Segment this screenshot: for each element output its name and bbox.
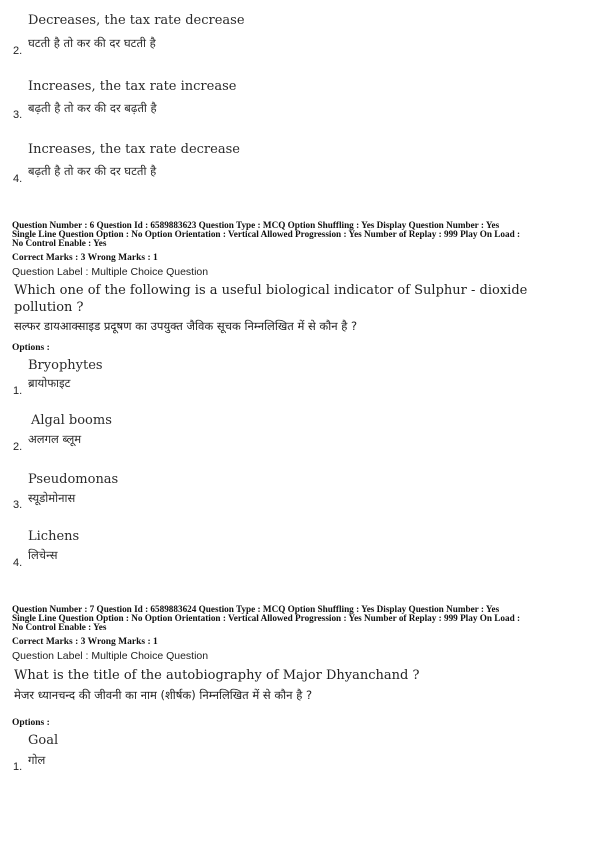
q6-option-4-en: Lichens (28, 529, 80, 544)
q6-meta-line-1: Question Number : 6 Question Id : 6589883623 Question Type : MCQ Option Shuffling : Yes Display Question Number : Yes (12, 220, 500, 230)
prev-option-2-number: 2. (13, 45, 23, 57)
q6-question-label: Question Label : Multiple Choice Question (12, 266, 209, 278)
q7-option-1-hi: गोल (28, 753, 46, 767)
q6-option-3-en: Pseudomonas (28, 472, 119, 487)
q6-meta-line-3: No Control Enable : Yes (12, 238, 107, 248)
q7-meta-line-3: No Control Enable : Yes (12, 622, 107, 632)
q6-question-text-line-2: pollution ? (14, 300, 84, 315)
q6-option-1-number: 1. (13, 385, 23, 397)
q7-meta-line-1: Question Number : 7 Question Id : 6589883624 Question Type : MCQ Option Shuffling : Yes Display Question Number : Yes (12, 604, 500, 614)
q7-options-label: Options : (12, 718, 50, 728)
q6-option-1-en: Bryophytes (28, 358, 103, 373)
q7-question-text-line-1: What is the title of the autobiography of Major Dhyanchand ? (14, 668, 420, 683)
prev-option-3-en: Increases, the tax rate increase (28, 79, 237, 94)
q6-options-label: Options : (12, 343, 50, 353)
q6-option-4-hi: लिचेन्स (28, 548, 58, 562)
q6-option-3-hi: स्यूडोमोनास (28, 491, 76, 505)
prev-option-2-hi: घटती है तो कर की दर घटती है (28, 36, 156, 50)
q7-option-1-en: Goal (28, 733, 59, 748)
prev-option-3-hi: बढ़ती है तो कर की दर बढ़ती है (28, 101, 157, 115)
q7-meta-line-2: Single Line Question Option : No Option Orientation : Vertical Allowed Progression : Yes Number of Replay : 999 Play On Load : (12, 613, 521, 623)
q6-option-2-en: Algal booms (31, 413, 112, 428)
q6-option-2-hi: अलगल ब्लूम (28, 432, 82, 446)
prev-option-4-hi: बढ़ती है तो कर की दर घटती है (28, 164, 157, 178)
q6-option-1-hi: ब्रायोफाइट (28, 376, 71, 390)
q6-option-2-number: 2. (13, 441, 23, 453)
q7-question-text-hi: मेजर ध्यानचन्द की जीवनी का नाम (शीर्षक) निम्नलिखित में से कौन है ? (14, 688, 313, 702)
prev-option-2-en: Decreases, the tax rate decrease (28, 13, 245, 28)
prev-option-4-en: Increases, the tax rate decrease (28, 142, 240, 157)
prev-option-3-number: 3. (13, 109, 23, 121)
q6-option-3-number: 3. (13, 499, 23, 511)
q7-question-label: Question Label : Multiple Choice Question (12, 650, 209, 662)
q7-marks: Correct Marks : 3 Wrong Marks : 1 (12, 637, 158, 647)
q7-option-1-number: 1. (13, 761, 23, 773)
q6-meta-line-2: Single Line Question Option : No Option Orientation : Vertical Allowed Progression : Yes Number of Replay : 999 Play On Load : (12, 229, 521, 239)
q6-question-text-hi: सल्फर डायआक्साइड प्रदूषण का उपयुक्त जैविक सूचक निम्नलिखित में से कौन है ? (14, 319, 358, 333)
q6-marks: Correct Marks : 3 Wrong Marks : 1 (12, 253, 158, 263)
prev-option-4-number: 4. (13, 173, 23, 185)
q6-option-4-number: 4. (13, 557, 23, 569)
q6-question-text-line-1: Which one of the following is a useful biological indicator of Sulphur - dioxide (14, 283, 528, 298)
